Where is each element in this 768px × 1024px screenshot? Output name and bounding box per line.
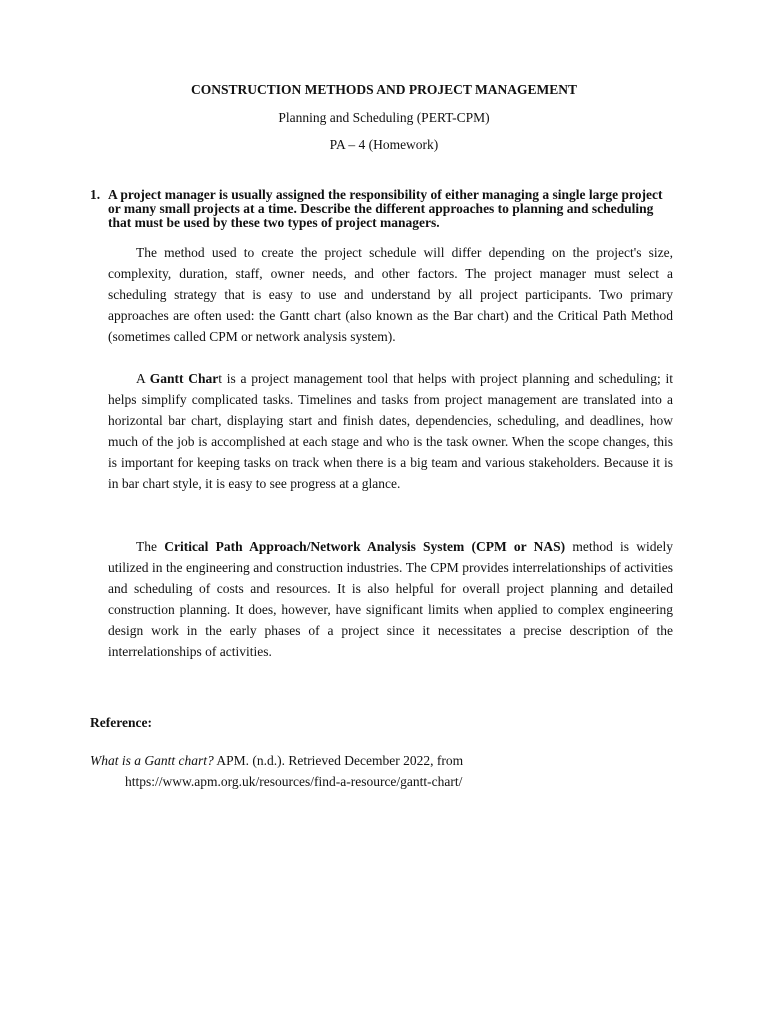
paragraph-2-body: t is a project management tool that helps with project planning and scheduling; it helps simplify complicated tasks. Timelines and tasks from project management are translated into a horizontal bar chart, displaying start and finish dates, dependencies, scheduling, and deadlines, how much of the job is accomplished at each stage and who is the task owner. When the scope changes, this is important for keeping tasks on track when there is a big team and various stakeholders. Because it is in bar chart style, it is easy to see progress at a glance. <box>108 371 673 491</box>
reference-url: https://www.apm.org.uk/resources/find-a-resource/gantt-chart/ <box>125 774 463 789</box>
reference-heading: Reference: <box>90 715 152 730</box>
question-number: 1. <box>90 187 101 202</box>
reference-title: What is a Gantt chart? <box>90 753 214 768</box>
answer-paragraph-3 <box>108 536 673 662</box>
paragraph-3-lead: The <box>136 539 165 554</box>
answer-paragraph-1: The method used to create the project schedule will differ depending on the project's size, complexity, duration, staff, owner needs, and other factors. The project manager must select a scheduling strategy that is easy to use and understand by all project participants. Two primary approaches are often used: the Gantt chart (also known as the Bar chart) and the Critical Path Method (sometimes called CPM or network analysis system). <box>108 245 673 344</box>
document-title: CONSTRUCTION METHODS AND PROJECT MANAGEMENT <box>190 82 578 97</box>
paragraph-2-lead: A <box>136 371 150 386</box>
paragraph-3-body: method is widely utilized in the engineering and construction industries. The CPM provides interrelationships of activities and scheduling of costs and resources. It is also helpful for overall project planning and detailed construction planning. It does, however, have significant limits when applied to complex engineering design work in the early phases of a project since it necessitates a precise description of the interrelationships of activities. <box>108 539 673 659</box>
assignment-label: PA – 4 (Homework) <box>329 137 439 152</box>
reference-source: APM. (n.d.). Retrieved December 2022, from <box>213 753 464 768</box>
question-1 <box>90 188 678 230</box>
gantt-chart-term: Gantt Char <box>149 371 219 386</box>
reference-entry <box>90 750 680 792</box>
document-subtitle: Planning and Scheduling (PERT-CPM) <box>278 110 490 125</box>
cpm-term: Critical Path Approach/Network Analysis System (CPM or NAS) <box>164 539 566 554</box>
question-text: A project manager is usually assigned the responsibility of either managing a single large project or many small projects at a time. Describe the different approaches to planning and scheduling that must be used by these two types of project managers. <box>108 187 663 230</box>
answer-paragraph-2 <box>108 368 673 494</box>
